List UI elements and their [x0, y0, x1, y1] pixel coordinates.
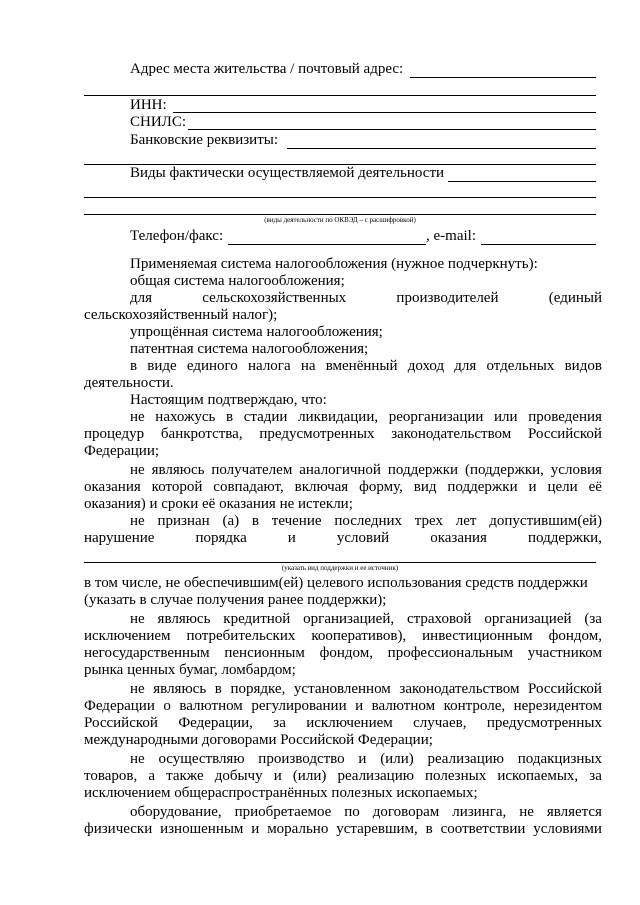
word: приобретаемое	[234, 804, 332, 820]
word: условиями	[533, 821, 602, 837]
word: реорганизации	[388, 409, 484, 425]
word: (поддержки,	[464, 462, 544, 478]
confirm-p1-line1	[130, 409, 602, 426]
word: являюсь	[151, 462, 205, 478]
word: вид	[413, 479, 437, 495]
word: не	[519, 804, 534, 820]
word: признан	[157, 513, 210, 529]
word: допустившим(ей)	[489, 513, 602, 529]
confirm-p4-line1	[130, 611, 602, 628]
confirm-p4-line3	[84, 645, 602, 662]
word: фондом,	[319, 645, 373, 661]
snils-label: СНИЛС:	[130, 114, 187, 130]
confirm-p7-line1	[130, 804, 602, 821]
confirm-intro: Настоящим подтверждаю, что:	[130, 392, 327, 408]
confirm-p4-line4: рынка ценных бумаг, ломбардом;	[84, 662, 296, 678]
word: установленном	[293, 681, 391, 697]
word: условия	[550, 462, 602, 478]
word: нерезидентом	[513, 698, 602, 714]
word: ликвидации,	[298, 409, 379, 425]
word: в	[214, 681, 222, 697]
snils-field[interactable]	[188, 129, 596, 130]
word: поддержки	[447, 479, 518, 495]
word: в	[130, 358, 138, 374]
word: ископаемых,	[497, 768, 579, 784]
phone-field[interactable]	[228, 244, 426, 245]
word: поддержки	[387, 462, 459, 478]
word: негосударственным	[84, 645, 210, 661]
word: исключением	[306, 715, 393, 731]
word: лет	[455, 513, 477, 529]
word: участником	[527, 645, 602, 661]
bank-label: Банковские реквизиты:	[130, 132, 279, 148]
tax-option-patent[interactable]: патентная система налогообложения;	[130, 341, 369, 357]
word: и	[287, 530, 296, 546]
word: (или)	[380, 751, 414, 767]
word: являюсь	[157, 611, 211, 627]
word: оказания	[84, 479, 141, 495]
word: реализацию	[337, 768, 414, 784]
word: сельскохозяйственных	[202, 290, 347, 306]
phone-label: Телефон/факс:	[130, 228, 224, 244]
word: Федерации,	[178, 715, 253, 731]
word: цели	[547, 479, 578, 495]
word: аналогичной	[299, 462, 381, 478]
word: также	[166, 768, 204, 784]
word: о	[163, 698, 171, 714]
word: фондом,	[548, 628, 602, 644]
word: не	[130, 462, 145, 478]
address-label: Адрес места жительства / почтовый адрес:	[130, 61, 404, 77]
word: и	[528, 479, 537, 495]
confirm-p7-line2	[84, 821, 602, 838]
word: в	[425, 821, 433, 837]
word: является	[546, 804, 602, 820]
word: и	[355, 698, 364, 714]
word: не	[130, 409, 145, 425]
word: для	[130, 290, 153, 306]
word: подакцизных	[517, 751, 602, 767]
activity-field[interactable]	[448, 181, 596, 182]
activity-caption: (виды деятельности по ОКВЭД – с расшифровкой)	[264, 216, 416, 224]
word: последних	[334, 513, 403, 529]
confirm-p5-line2	[84, 698, 602, 715]
word: проведения	[528, 409, 602, 425]
word: включая	[294, 479, 349, 495]
word: и	[273, 768, 282, 784]
word: контроле,	[443, 698, 506, 714]
confirm-p5-line3	[84, 715, 602, 732]
word: порядка	[195, 530, 247, 546]
word: по	[344, 804, 360, 820]
word: оказания	[430, 530, 487, 546]
word: Федерации	[84, 698, 155, 714]
confirm-p5-line1	[130, 681, 602, 698]
word: отдельных	[486, 358, 555, 374]
confirm-p2-line2	[84, 479, 602, 496]
word: доход	[407, 358, 445, 374]
word: организацией	[484, 611, 572, 627]
confirm-p1-line3: Федерации;	[84, 443, 160, 459]
word: не	[130, 513, 145, 529]
word: кооперативов),	[311, 628, 407, 644]
word: получателем	[211, 462, 293, 478]
word: валютном	[179, 698, 243, 714]
word: добычу	[214, 768, 263, 784]
email-label: , e-mail:	[426, 228, 476, 244]
word: порядке,	[230, 681, 286, 697]
tax-option-agri[interactable]	[130, 290, 602, 307]
word: случаев,	[413, 715, 467, 731]
support-type-caption: (указать вид поддержки и ее источник)	[281, 564, 399, 572]
word: исключением	[84, 628, 171, 644]
word: валютном	[371, 698, 436, 714]
confirm-p3-line1	[130, 513, 602, 530]
address-field-line-2[interactable]	[84, 95, 596, 96]
inn-field[interactable]	[173, 112, 596, 113]
confirm-p3-line3: в том числе, не обеспечившим(ей) целевого использования средств поддержки	[84, 575, 588, 591]
word: которой	[151, 479, 203, 495]
word: (или)	[292, 768, 327, 784]
confirm-p1-line2	[84, 426, 602, 443]
tax-option-simplified[interactable]: упрощённая система налогообложения;	[130, 324, 383, 340]
word: организацией,	[303, 611, 395, 627]
word: (единый	[548, 290, 602, 306]
confirm-p3-line4: (указать в случае получения ранее поддержки);	[84, 592, 387, 608]
word: Российской	[84, 715, 158, 731]
word: не	[130, 611, 145, 627]
activity-field-line-2[interactable]	[84, 197, 596, 198]
word: страховой	[406, 611, 472, 627]
word: пенсионным	[224, 645, 305, 661]
word: устаревшим,	[336, 821, 418, 837]
word: поддержки,	[528, 530, 602, 546]
word: трех	[414, 513, 443, 529]
word: совпадают,	[213, 479, 284, 495]
word: инвестиционным	[422, 628, 533, 644]
word: в	[251, 513, 259, 529]
tax-option-agri-cont: сельскохозяйственный налог);	[84, 307, 278, 323]
support-type-field[interactable]	[84, 562, 596, 563]
word: стадии	[243, 409, 288, 425]
word: производство	[258, 751, 345, 767]
tax-option-imputed-cont: деятельности.	[84, 375, 174, 391]
confirm-p2-line1	[130, 462, 602, 479]
address-field[interactable]	[410, 77, 596, 78]
inn-label: ИНН:	[130, 97, 167, 113]
email-field[interactable]	[481, 244, 596, 245]
word: процедур	[84, 426, 145, 442]
word: форму,	[359, 479, 403, 495]
word: единого	[186, 358, 238, 374]
word: для	[454, 358, 477, 374]
word: Российской	[528, 681, 602, 697]
word: являюсь	[153, 681, 207, 697]
word: товаров,	[84, 768, 138, 784]
word: условий	[336, 530, 390, 546]
word: не	[130, 681, 145, 697]
word: виде	[147, 358, 177, 374]
confirm-p3-line2	[84, 530, 602, 547]
activity-label: Виды фактически осуществляемой деятельности	[130, 165, 445, 181]
confirm-p6-line2	[84, 768, 602, 785]
word: морально	[267, 821, 329, 837]
word: договорам	[372, 804, 440, 820]
word: за	[589, 768, 602, 784]
word: законодательством	[391, 426, 512, 442]
word: на	[300, 358, 316, 374]
confirm-p5-line4: международными договорами Российской Федерации;	[84, 732, 433, 748]
word: видов	[564, 358, 602, 374]
word: течение	[271, 513, 322, 529]
word: потребительских	[186, 628, 296, 644]
word: (за	[584, 611, 602, 627]
tax-option-imputed[interactable]	[130, 358, 602, 375]
word: или	[494, 409, 518, 425]
word: физически	[84, 821, 153, 837]
word: (а)	[222, 513, 240, 529]
word: предусмотренных	[259, 426, 375, 442]
confirm-p6-line3: исключением общераспространённых полезных ископаемых;	[84, 785, 478, 801]
word: изношенным	[160, 821, 244, 837]
word: и	[358, 751, 367, 767]
word: реализацию	[427, 751, 504, 767]
word: нахожусь	[155, 409, 216, 425]
word: полезных	[425, 768, 487, 784]
word: не	[130, 751, 145, 767]
word: налога	[248, 358, 291, 374]
bank-field[interactable]	[287, 148, 596, 149]
word: производителей	[396, 290, 499, 306]
word: и	[251, 821, 260, 837]
word: Российской	[528, 426, 602, 442]
word: в	[226, 409, 234, 425]
word: нарушение	[84, 530, 155, 546]
word: регулировании	[251, 698, 347, 714]
word: лизинга,	[452, 804, 507, 820]
confirm-p4-line2	[84, 628, 602, 645]
word: её	[588, 479, 602, 495]
tax-intro: Применяемая система налогообложения (нужное подчеркнуть):	[130, 256, 538, 272]
word: за	[273, 715, 286, 731]
word: вменённый	[325, 358, 398, 374]
word: кредитной	[223, 611, 291, 627]
word: предусмотренных	[486, 715, 602, 731]
confirm-p2-line3: оказания) и сроки её оказания не истекли;	[84, 496, 353, 512]
confirm-p6-line1	[130, 751, 602, 768]
word: банкротства,	[160, 426, 243, 442]
word: а	[148, 768, 155, 784]
activity-field-line-3[interactable]	[84, 214, 596, 215]
word: соответствии	[440, 821, 526, 837]
word: законодательством	[399, 681, 520, 697]
word: оборудование,	[130, 804, 222, 820]
tax-option-general[interactable]: общая система налогообложения;	[130, 273, 345, 289]
word: профессиональным	[387, 645, 514, 661]
word: осуществляю	[158, 751, 245, 767]
